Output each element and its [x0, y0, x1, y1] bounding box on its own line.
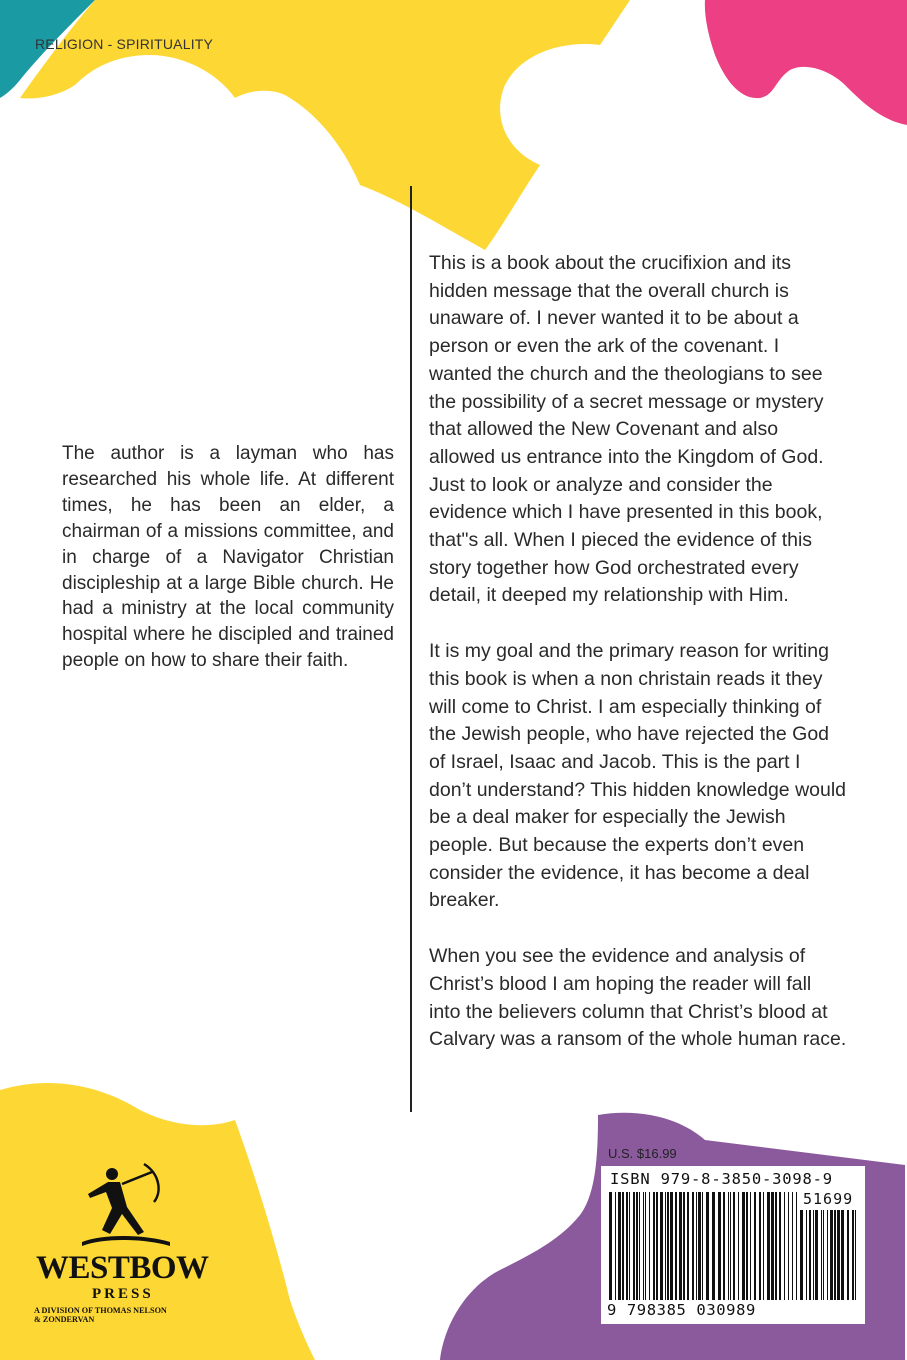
author-bio: The author is a layman who has researched his whole life. At different times, he has been an elder, a chairman of a missions committee, and in charge of a Navigator Christian discipleship at a large Bible church. He had a ministry at the local community hospital where he discipled and trained people on how to share their faith.	[62, 443, 394, 672]
barcode-addon-bars	[800, 1210, 858, 1302]
price-code: 51699	[803, 1190, 854, 1208]
column-divider	[410, 186, 412, 1112]
publisher-division: & ZONDERVAN	[34, 1315, 95, 1324]
blurb-paragraph: It is my goal and the primary reason for writing this book is when a non christain reads it they will come to Christ. I am especially thinking of the Jewish people, who have rejected the God of Israel, Isaac and Jacob. This is the part I don’t understand? This hidden knowledge would be a deal maker for especially the Jewish people. But because the experts don’t even consider the evidence, it has become a deal breaker.	[429, 640, 847, 912]
publisher-division: A DIVISION OF THOMAS NELSON	[34, 1306, 167, 1315]
price-label: U.S. $16.99	[608, 1146, 677, 1161]
barcode-bars	[609, 1192, 799, 1302]
book-blurb	[429, 250, 847, 1082]
isbn-barcode	[601, 1166, 865, 1324]
blurb-paragraph: When you see the evidence and analysis of Christ’s blood I am hoping the reader will fall into the believers column that Christ’s blood at Calvary was a ransom of the whole human race.	[429, 945, 847, 1051]
pink-puzzle-piece	[705, 0, 907, 125]
publisher-name: WESTBOW	[36, 1250, 209, 1286]
isbn-text: ISBN 979-8-3850-3098-9	[610, 1170, 833, 1188]
book-category: RELIGION - SPIRITUALITY	[35, 36, 214, 52]
blurb-paragraph: This is a book about the crucifixion and its hidden message that the overall church is unaware of. I never wanted it to be about a person or even the ark of the covenant. I wanted the church and the theologians to see the possibility of a secret message or mystery that allowed the New Covenant and also allowed us entrance into the Kingdom of God. Just to look or analyze and consider the evidence which I have presented in this book, that"s all. When I pieced the evidence of this story together how God orchestrated every detail, it deeped my relationship with Him.	[429, 252, 824, 607]
publisher-logo	[24, 1162, 224, 1332]
archer-icon	[82, 1162, 172, 1250]
barcode-digits: 9 798385 030989	[607, 1301, 756, 1319]
publisher-press: PRESS	[92, 1286, 154, 1302]
